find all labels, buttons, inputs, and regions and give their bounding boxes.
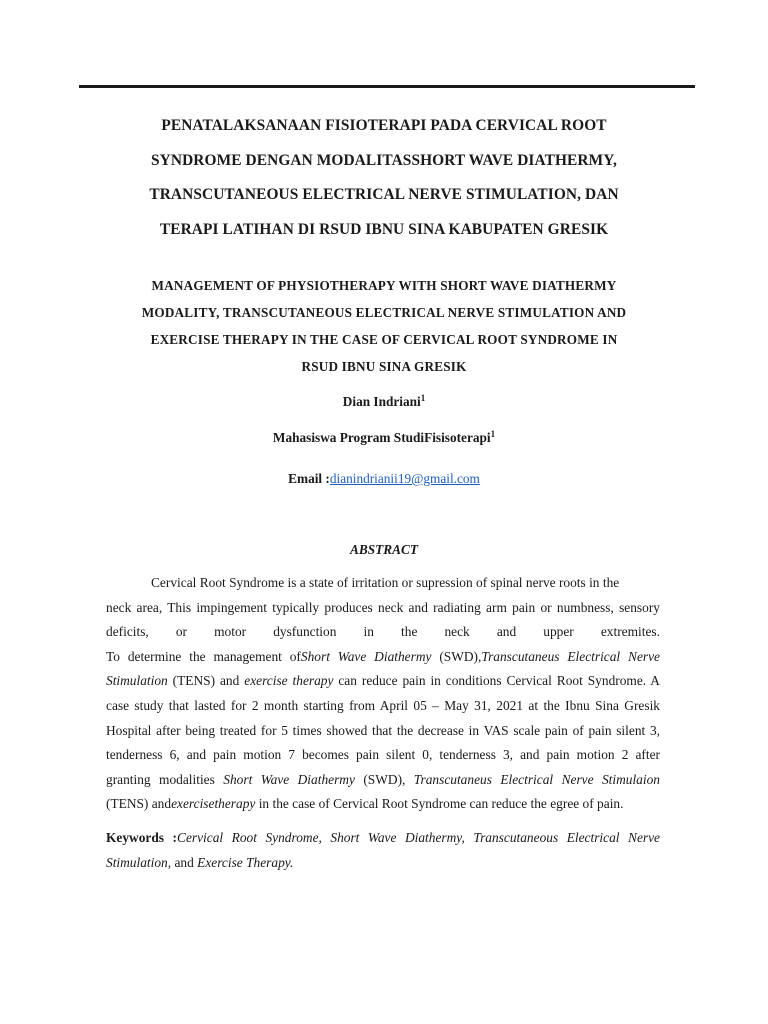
abstract-text: (TENS) and — [167, 673, 245, 689]
author-name: Dian Indriani — [342, 394, 421, 409]
keywords-label: Keywords : — [106, 830, 178, 845]
abstract-italic: exercise therapy — [244, 673, 334, 689]
abstract-italic: exercisetherapy — [171, 796, 256, 812]
title-id-line: TERAPI LATIHAN DI RSUD IBNU SINA KABUPATEN GRESIK — [159, 220, 609, 238]
abstract-line — [106, 669, 660, 694]
keywords — [106, 826, 660, 875]
title-id-line: TRANSCUTANEOUS ELECTRICAL NERVE STIMULATION, DAN — [149, 186, 619, 203]
abstract-text: (SWD), — [431, 648, 482, 664]
keywords-line — [106, 851, 660, 876]
abstract-heading: ABSTRACT — [350, 542, 418, 557]
abstract-text: (TENS) and — [106, 796, 172, 812]
title-indonesian — [100, 109, 668, 247]
abstract-line — [106, 645, 660, 670]
title-id-line: SYNDROME DENGAN MODALITASSHORT WAVE DIATHERMY, — [151, 151, 617, 169]
title-en-line: RSUD IBNU SINA GRESIK — [301, 359, 467, 374]
abstract-line — [106, 768, 660, 793]
abstract-body — [106, 571, 660, 817]
keywords-text: and — [171, 854, 198, 870]
title-en-line: MANAGEMENT OF PHYSIOTHERAPY WITH SHORT WAVE DIATHERMY — [151, 278, 617, 293]
abstract-line: case study that lasted for 2 month starting from April 05 – May 31, 2021 at the Ibnu Sina Gresik — [106, 697, 660, 713]
author — [0, 394, 768, 410]
title-english — [100, 272, 668, 380]
keywords-text: Stimulation, — [106, 854, 172, 870]
abstract-text: granting modalities — [106, 771, 224, 787]
keywords-text: Cervical Root Syndrome, Short Wave Diathermy, Transcutaneous Electrical Nerve — [177, 830, 660, 845]
abstract-italic: Short Wave Diathermy — [300, 648, 432, 664]
affiliation — [0, 430, 768, 446]
email-link[interactable]: dianindrianii19@gmail.com — [329, 471, 480, 486]
abstract-line: tenderness 6, and pain motion 7 becomes pain silent 0, tenderness 3, and pain motion 2 after — [106, 747, 660, 763]
author-sup: 1 — [420, 393, 426, 403]
abstract-text: Cervical Root Syndrome is a state of irritation or supression of spinal nerve roots in the — [151, 575, 620, 590]
email-label: Email : — [288, 471, 330, 486]
abstract-text: can reduce pain in conditions Cervical Root Syndrome. A — [333, 673, 660, 689]
abstract-line: deficits, or motor dysfunction in the neck and upper extremites. — [106, 624, 660, 640]
abstract-text: in the case of Cervical Root Syndrome can reduce the egree of pain. — [255, 796, 624, 812]
email-line — [0, 471, 768, 487]
affiliation-sup: 1 — [490, 429, 496, 439]
abstract-line: Hospital after being treated for 5 times showed that the decrease in VAS scale pain of pain silent 3, — [106, 722, 660, 738]
abstract-italic: Stimulation — [106, 673, 168, 689]
top-rule — [79, 85, 695, 88]
abstract-italic: Transcutaneus Electrical Nerve Stimulaion — [413, 771, 660, 787]
keywords-line — [106, 826, 660, 851]
title-id-line: PENATALAKSANAAN FISIOTERAPI PADA CERVICAL ROOT — [161, 117, 607, 134]
abstract-line: neck area, This impingement typically produces neck and radiating arm pain or numbness, sensory — [106, 599, 660, 615]
title-en-line: MODALITY, TRANSCUTANEOUS ELECTRICAL NERVE STIMULATION AND — [141, 305, 627, 320]
abstract-text: To determine the management of — [106, 648, 301, 664]
abstract-text: (SWD), — [354, 771, 414, 787]
abstract-line — [106, 571, 660, 596]
abstract-italic: Short Wave Diathermy — [223, 771, 355, 787]
keywords-text: Exercise Therapy. — [197, 854, 294, 870]
title-en-line: EXERCISE THERAPY IN THE CASE OF CERVICAL ROOT SYNDROME IN — [150, 332, 618, 347]
abstract-italic: Transcutaneus Electrical Nerve — [481, 648, 660, 664]
abstract-line — [106, 792, 660, 817]
affiliation-text: Mahasiswa Program StudiFisisoterapi — [272, 430, 491, 445]
